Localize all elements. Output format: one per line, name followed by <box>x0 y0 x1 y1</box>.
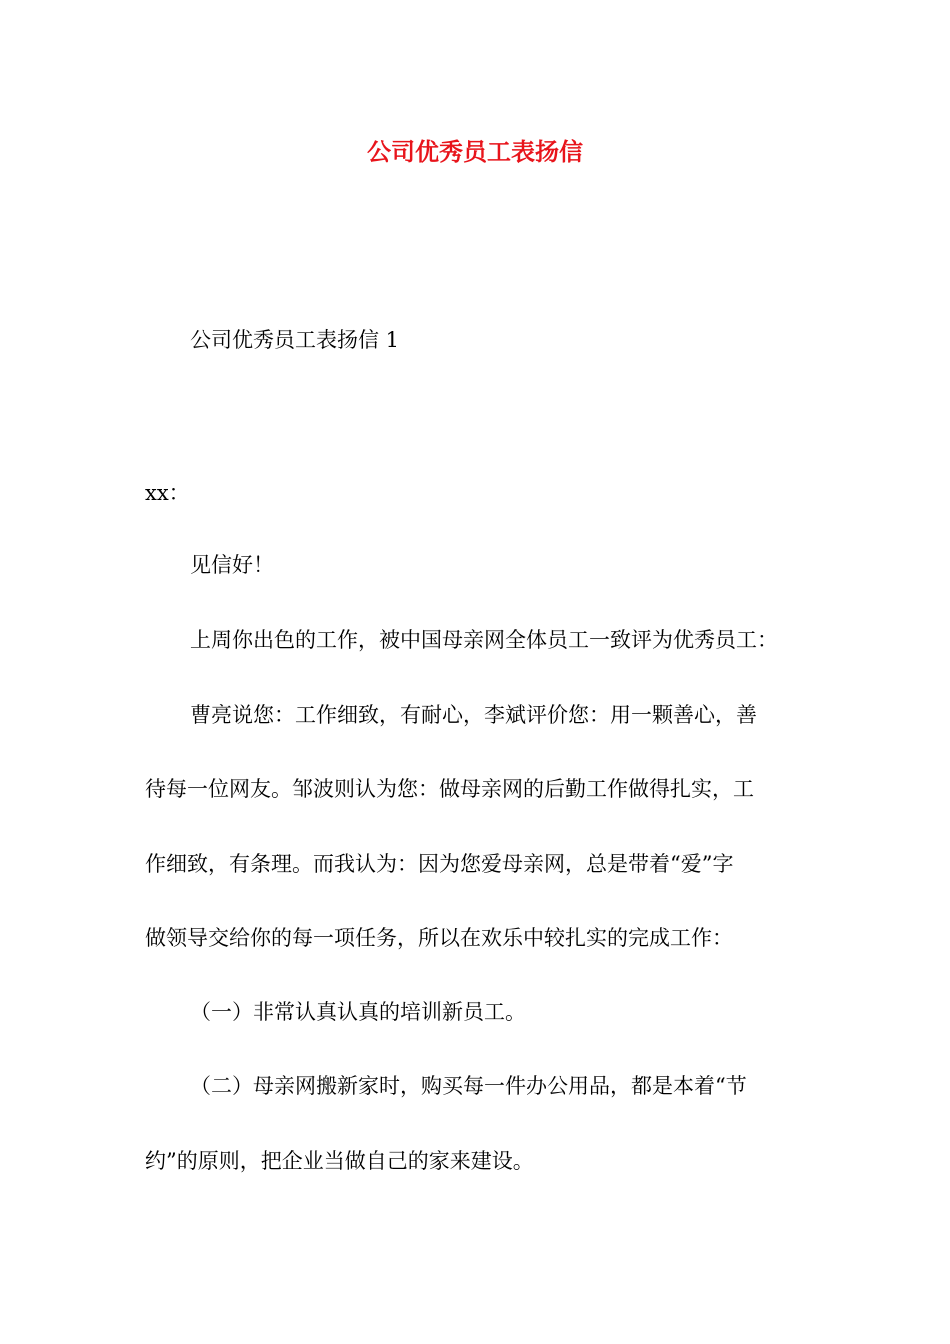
paragraph-line: 作细致，有条理。而我认为：因为您爱母亲网，总是带着“爱”字 <box>145 852 734 876</box>
paragraph-line: 做领导交给你的每一项任务，所以在欢乐中较扎实的完成工作： <box>145 926 733 950</box>
list-item: （一）非常认真认真的培训新员工。 <box>190 1000 526 1024</box>
greeting: 见信好！ <box>190 553 274 577</box>
list-item: （二）母亲网搬新家时，购买每一件办公用品，都是本着“节 <box>190 1074 747 1098</box>
paragraph-line: 待每一位网友。邹波则认为您：做母亲网的后勤工作做得扎实，工 <box>145 777 754 801</box>
paragraph-line: 约”的原则，把企业当做自己的家来建设。 <box>145 1149 534 1173</box>
document-title: 公司优秀员工表扬信 <box>367 138 583 166</box>
salutation: xx： <box>145 481 190 505</box>
paragraph-line: 曹亮说您：工作细致，有耐心，李斌评价您：用一颗善心，善 <box>190 703 757 727</box>
paragraph-line: 上周你出色的工作，被中国母亲网全体员工一致评为优秀员工： <box>190 628 778 652</box>
section-heading: 公司优秀员工表扬信 1 <box>190 328 400 352</box>
